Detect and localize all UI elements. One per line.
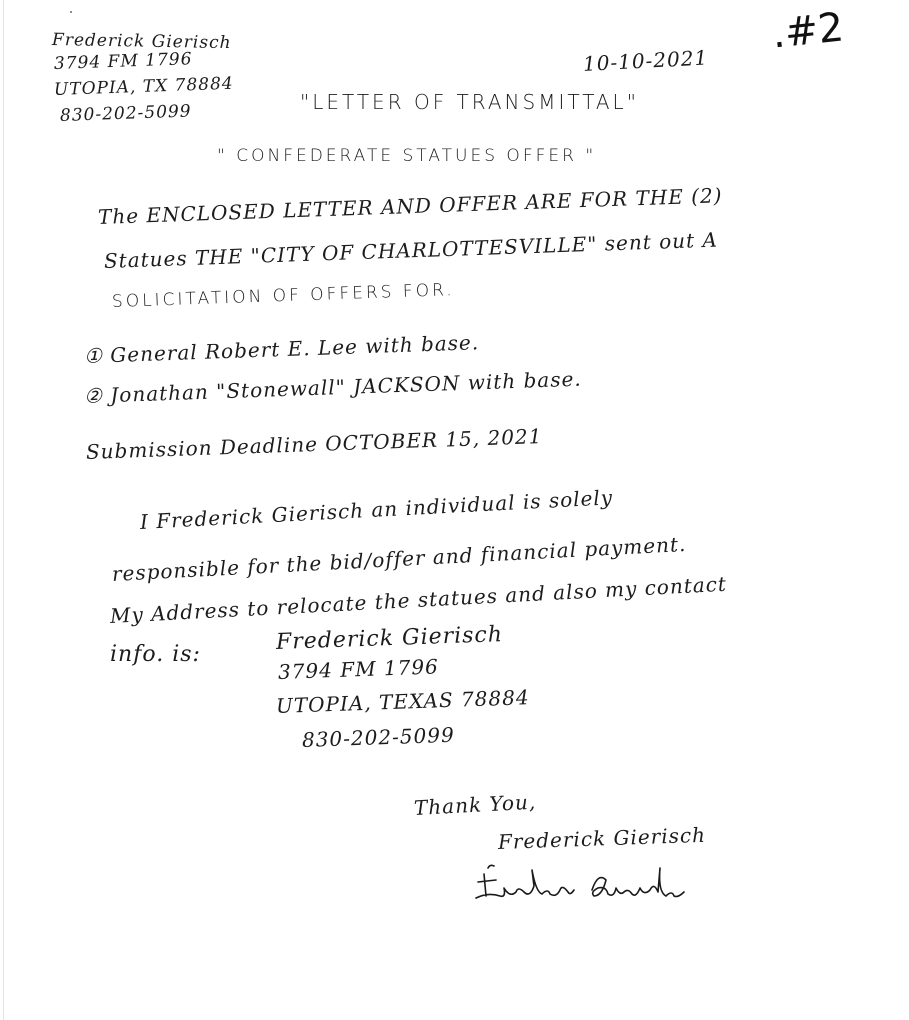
body-line-2: responsible for the bid/offer and financial payment.: [111, 531, 687, 586]
item-text: General Robert E. Lee with base.: [109, 330, 480, 368]
contact-street: 3794 FM 1796: [277, 654, 440, 684]
scan-speck: [70, 11, 72, 13]
intro-line-3: SOLICITATION OF OFFERS FOR.: [111, 280, 455, 312]
contact-name: Frederick Gierisch: [275, 622, 504, 655]
contact-phone: 830-202-5099: [301, 722, 456, 752]
item-marker: ②: [83, 383, 104, 408]
page-number-mark: .#2: [769, 4, 846, 58]
body-line-4: info. is:: [110, 642, 201, 667]
body-line-1: I Frederick Gierisch an individual is solely: [139, 485, 614, 534]
letter-date: 10-10-2021: [582, 45, 709, 76]
letter-title: "LETTER OF TRANSMITTAL": [300, 90, 639, 114]
sender-name: Frederick Gierisch: [51, 30, 232, 54]
statue-item-2: [84, 367, 583, 408]
submission-deadline: Submission Deadline OCTOBER 15, 2021: [85, 424, 543, 464]
statue-item-1: [84, 330, 480, 368]
closing-name: Frederick Gierisch: [497, 822, 707, 854]
sender-city: UTOPIA, TX 78884: [53, 73, 235, 100]
intro-line-1: The ENCLOSED LETTER AND OFFER ARE FOR THE (2): [97, 183, 723, 229]
closing-text: Thank You,: [413, 789, 537, 820]
sender-street: 3794 FM 1796: [53, 49, 193, 74]
handwritten-signature: [474, 862, 694, 914]
page-edge-line: [3, 0, 4, 1020]
body-line-3: My Address to relocate the statues and also my contact: [109, 571, 728, 628]
letter-subtitle: " CONFEDERATE STATUES OFFER ": [217, 146, 597, 166]
intro-line-2: Statues THE "CITY OF CHARLOTTESVILLE" sent out A: [103, 227, 719, 273]
item-marker: ①: [83, 343, 104, 368]
contact-city: UTOPIA, TEXAS 78884: [275, 685, 530, 718]
sender-phone: 830-202-5099: [59, 101, 192, 126]
item-text: Jonathan "Stonewall" JACKSON with base.: [109, 366, 583, 408]
